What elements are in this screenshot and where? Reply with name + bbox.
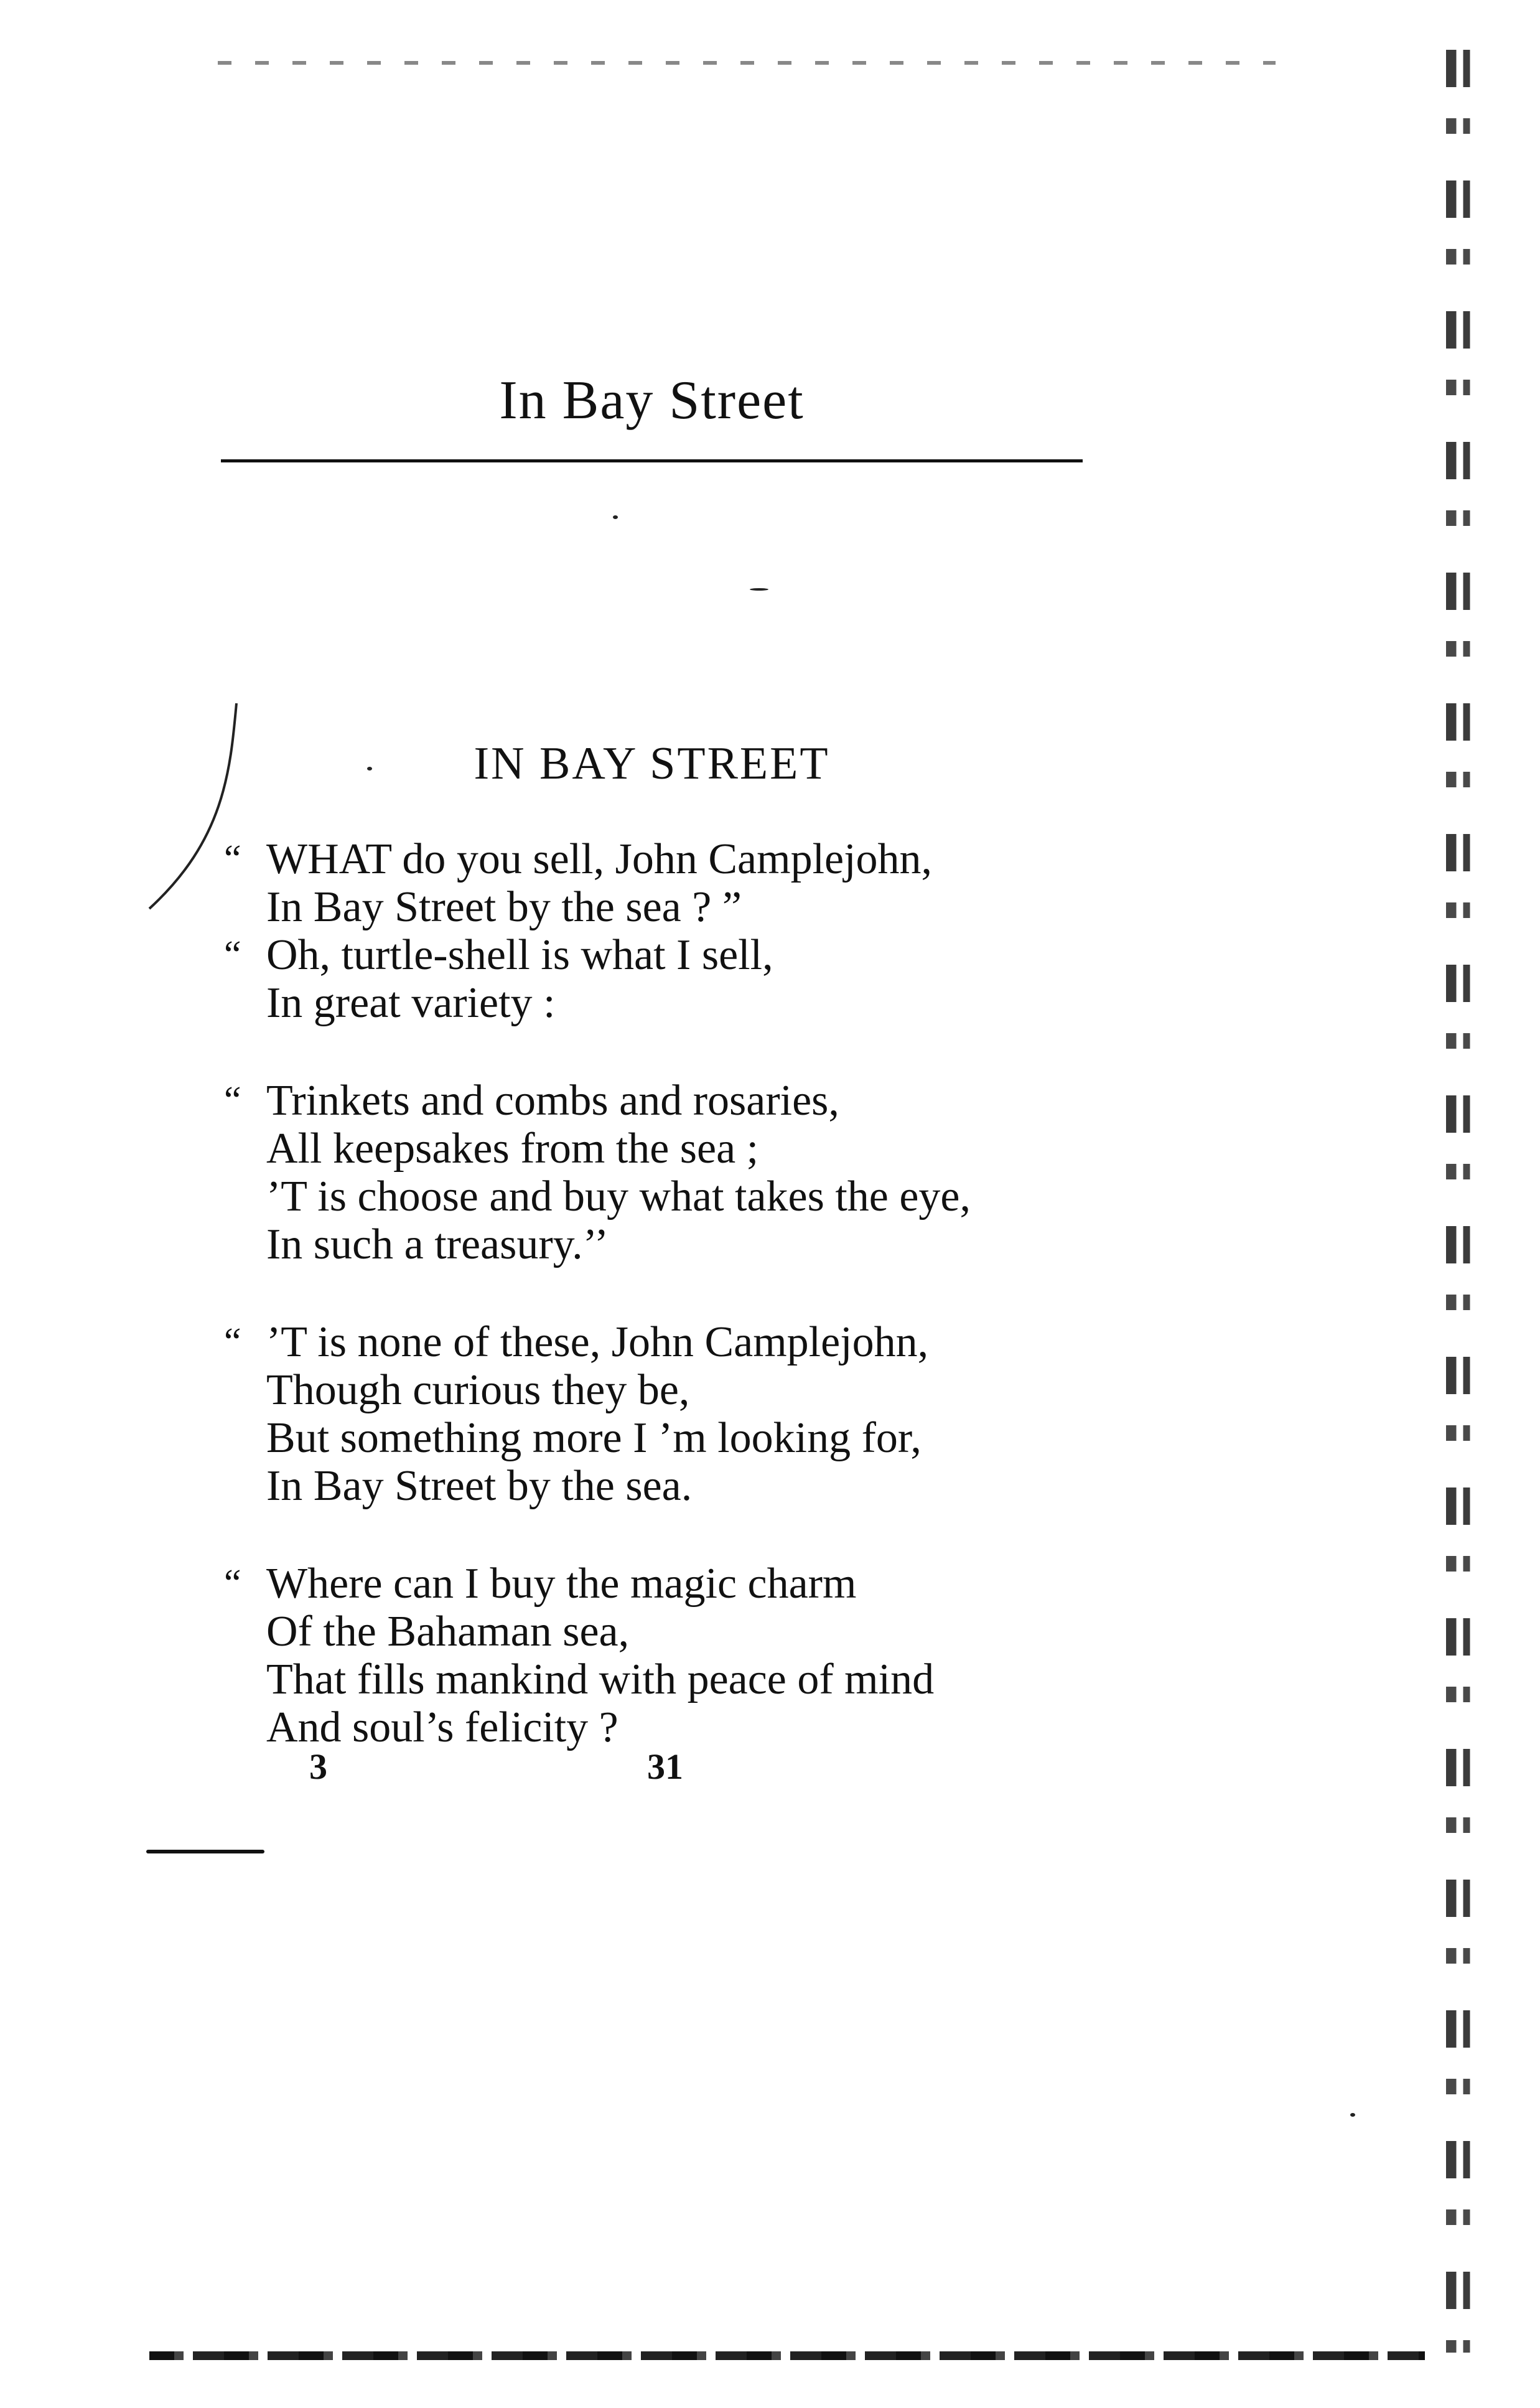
verse-line xyxy=(224,1173,1108,1220)
verse-line xyxy=(224,1608,1108,1656)
verse-line xyxy=(224,1077,1108,1125)
verse-text: ’T is choose and buy what takes the eye, xyxy=(266,1173,971,1220)
verse-text: WHAT do you sell, John Camplejohn, xyxy=(266,835,933,883)
pencil-dash-mark xyxy=(146,1850,264,1853)
ink-speck xyxy=(750,588,768,591)
verse-text: Trinkets and combs and rosaries, xyxy=(266,1077,839,1125)
stanza xyxy=(224,835,1108,1027)
verse-line xyxy=(224,1414,1108,1462)
verse-line xyxy=(224,835,1108,883)
scan-artifact-top xyxy=(218,61,1276,65)
ink-speck xyxy=(1350,2113,1355,2117)
scan-artifact-bottom xyxy=(149,2351,1425,2360)
verse-text: Of the Bahaman sea, xyxy=(266,1608,630,1656)
verse-line xyxy=(224,1656,1108,1703)
verse-line xyxy=(224,979,1108,1027)
ink-speck xyxy=(613,515,618,519)
verse-text: Oh, turtle-shell is what I sell, xyxy=(266,931,773,979)
poem-body xyxy=(224,835,1108,1801)
verse-text: In such a treasury.’’ xyxy=(266,1220,609,1268)
open-quote: “ xyxy=(224,1321,241,1363)
verse-text: In great variety : xyxy=(266,979,556,1027)
verse-text: Where can I buy the magic charm xyxy=(266,1560,857,1608)
verse-line xyxy=(224,1366,1108,1414)
signature-mark: 3 xyxy=(309,1746,327,1787)
verse-text: In Bay Street by the sea. xyxy=(266,1462,693,1510)
open-quote: “ xyxy=(224,934,241,976)
verse-line xyxy=(224,1560,1108,1608)
running-head: In Bay Street xyxy=(499,370,805,431)
scan-artifact-right-edge xyxy=(1419,50,1487,2353)
verse-text: But something more I ’m looking for, xyxy=(266,1414,922,1462)
open-quote: “ xyxy=(224,838,241,880)
verse-line xyxy=(224,1703,1108,1751)
verse-text: And soul’s felicity ? xyxy=(266,1703,618,1751)
page-number: 31 xyxy=(647,1746,683,1787)
verse-text: ’T is none of these, John Camplejohn, xyxy=(266,1318,929,1366)
stanza xyxy=(224,1077,1108,1268)
open-quote: “ xyxy=(224,1562,241,1605)
verse-text: All keepsakes from the sea ; xyxy=(266,1125,759,1173)
poem-title: IN BAY STREET xyxy=(474,738,830,789)
stanza xyxy=(224,1560,1108,1751)
open-quote: “ xyxy=(224,1079,241,1122)
verse-text: Though curious they be, xyxy=(266,1366,690,1414)
verse-line xyxy=(224,883,1108,931)
verse-line xyxy=(224,1220,1108,1268)
verse-line xyxy=(224,1318,1108,1366)
verse-line xyxy=(224,931,1108,979)
verse-text: In Bay Street by the sea ? ” xyxy=(266,883,742,931)
verse-line xyxy=(224,1462,1108,1510)
stanza xyxy=(224,1318,1108,1510)
verse-text: That fills mankind with peace of mind xyxy=(266,1656,935,1703)
verse-line xyxy=(224,1125,1108,1173)
running-head-rule xyxy=(221,459,1083,462)
